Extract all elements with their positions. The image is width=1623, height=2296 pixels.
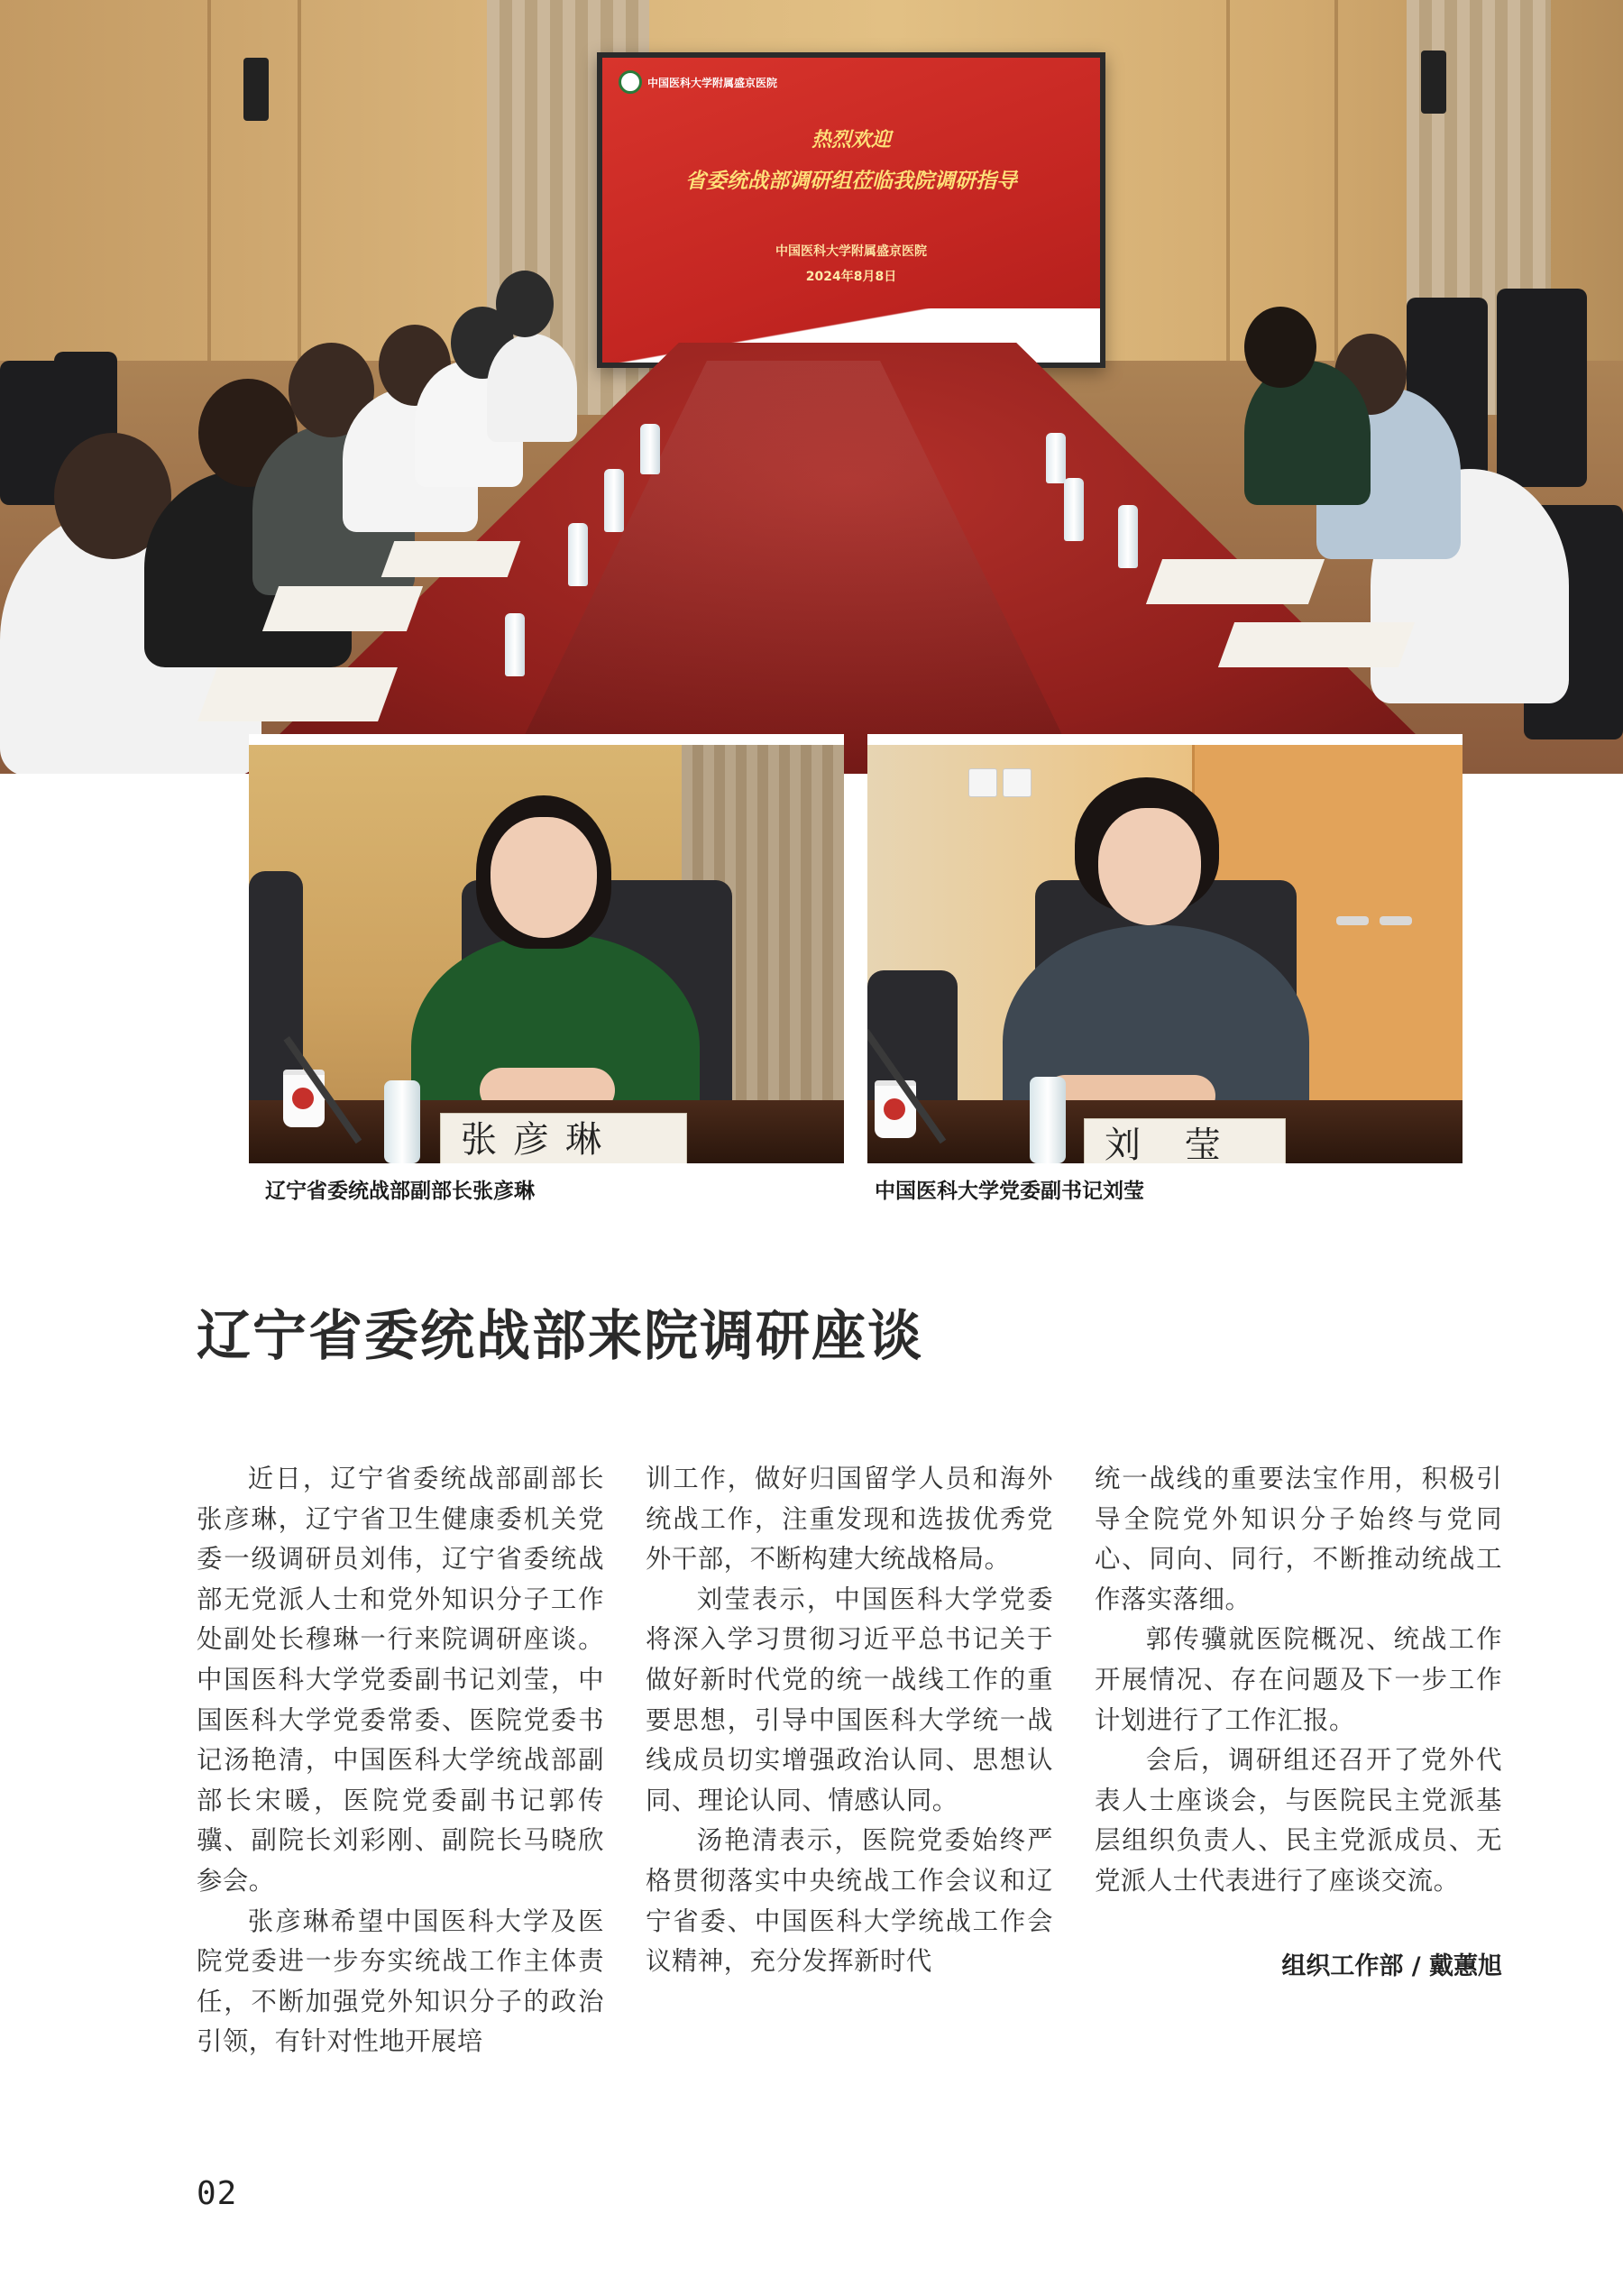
article-column-3 xyxy=(1095,1459,1502,1902)
door-handle xyxy=(1336,916,1369,925)
water-bottle xyxy=(1118,505,1138,568)
paragraph: 近日，辽宁省委统战部副部长张彦琳，辽宁省卫生健康委机关党委一级调研员刘伟，辽宁省委统战部无党派人士和党外知识分子工作处副处长穆琳一行来院调研座谈。中国医科大学党委副书记刘莹，中国医科大学党委常委、医院党委书记汤艳清，中国医科大学统战部副部长宋暖，医院党委副书记郭传骥、副院长刘彩刚、副院长马晓欣参会。 xyxy=(197,1464,604,1896)
nameplate: 张彦琳 xyxy=(440,1113,687,1163)
paragraph: 郭传骥就医院概况、统战工作开展情况、存在问题及下一步工作计划进行了工作汇报。 xyxy=(1095,1624,1502,1735)
caption-left: 辽宁省委统战部副部长张彦琳 xyxy=(265,1180,535,1203)
water-bottle xyxy=(1046,433,1066,483)
hospital-logo xyxy=(619,70,777,94)
inset-photo-left xyxy=(249,734,844,1163)
article-title: 辽宁省委统战部来院调研座谈 xyxy=(197,1305,923,1368)
paragraph: 训工作，做好归国留学人员和海外统战工作，注重发现和选拔优秀党外干部，不断构建大统战格局。 xyxy=(646,1464,1053,1575)
nameplate: 刘 莹 xyxy=(1084,1118,1286,1163)
water-bottle xyxy=(1064,478,1084,541)
caption-right: 中国医科大学党委副书记刘莹 xyxy=(875,1180,1144,1203)
screen-welcome-line: 热烈欢迎 xyxy=(811,129,891,152)
paragraph: 统一战线的重要法宝作用，积极引导全院党外知识分子始终与党同心、同向、同行，不断推动统战工作落实落细。 xyxy=(1095,1464,1502,1614)
paragraph: 会后，调研组还召开了党外代表人士座谈会，与医院民主党派基层组织负责人、民主党派成员、无党派人士代表进行了座谈交流。 xyxy=(1095,1745,1502,1896)
welcome-screen xyxy=(597,52,1105,368)
attendee xyxy=(487,334,577,442)
water-bottle xyxy=(1030,1077,1066,1163)
water-bottle xyxy=(568,523,588,586)
water-bottle xyxy=(604,469,624,532)
speaker-face xyxy=(491,817,597,938)
water-bottle xyxy=(505,613,525,676)
door-handle xyxy=(1380,916,1412,925)
wall-socket xyxy=(1003,768,1032,797)
paragraph: 张彦琳希望中国医科大学及医院党委进一步夯实统战工作主体责任，不断加强党外知识分子的政治引领，有针对性地开展培 xyxy=(197,1906,604,2057)
screen-date-line: 2024年8月8日 xyxy=(805,270,897,284)
water-bottle xyxy=(384,1080,420,1163)
speaker-face xyxy=(1098,808,1201,925)
page-number: 02 xyxy=(197,2175,238,2212)
inset-photo-right xyxy=(867,734,1463,1163)
water-bottle xyxy=(640,424,660,474)
wall-socket xyxy=(968,768,997,797)
screen-hospital-name: 中国医科大学附属盛京医院 xyxy=(647,76,778,89)
speaker-icon xyxy=(1421,51,1446,114)
article-column-1 xyxy=(197,1459,604,2062)
screen-host-line: 中国医科大学附属盛京医院 xyxy=(775,244,927,259)
byline: 组织工作部 / 戴蕙旭 xyxy=(1281,1952,1502,1980)
paragraph: 汤艳清表示，医院党委始终严格贯彻落实中央统战工作会议和辽宁省委、中国医科大学统战工作会议精神，充分发挥新时代 xyxy=(646,1825,1053,1977)
hospital-logo-icon xyxy=(619,70,642,94)
article-column-2 xyxy=(646,1459,1053,1982)
paragraph: 刘莹表示，中国医科大学党委将深入学习贯彻习近平总书记关于做好新时代党的统一战线工作的重要思想，引导中国医科大学统一战线成员切实增强政治认同、思想认同、理论认同、情感认同。 xyxy=(646,1584,1053,1815)
speaker-icon xyxy=(243,58,269,121)
hero-meeting-photo xyxy=(0,0,1623,774)
screen-guidance-line: 省委统战部调研组莅临我院调研指导 xyxy=(685,170,1017,193)
